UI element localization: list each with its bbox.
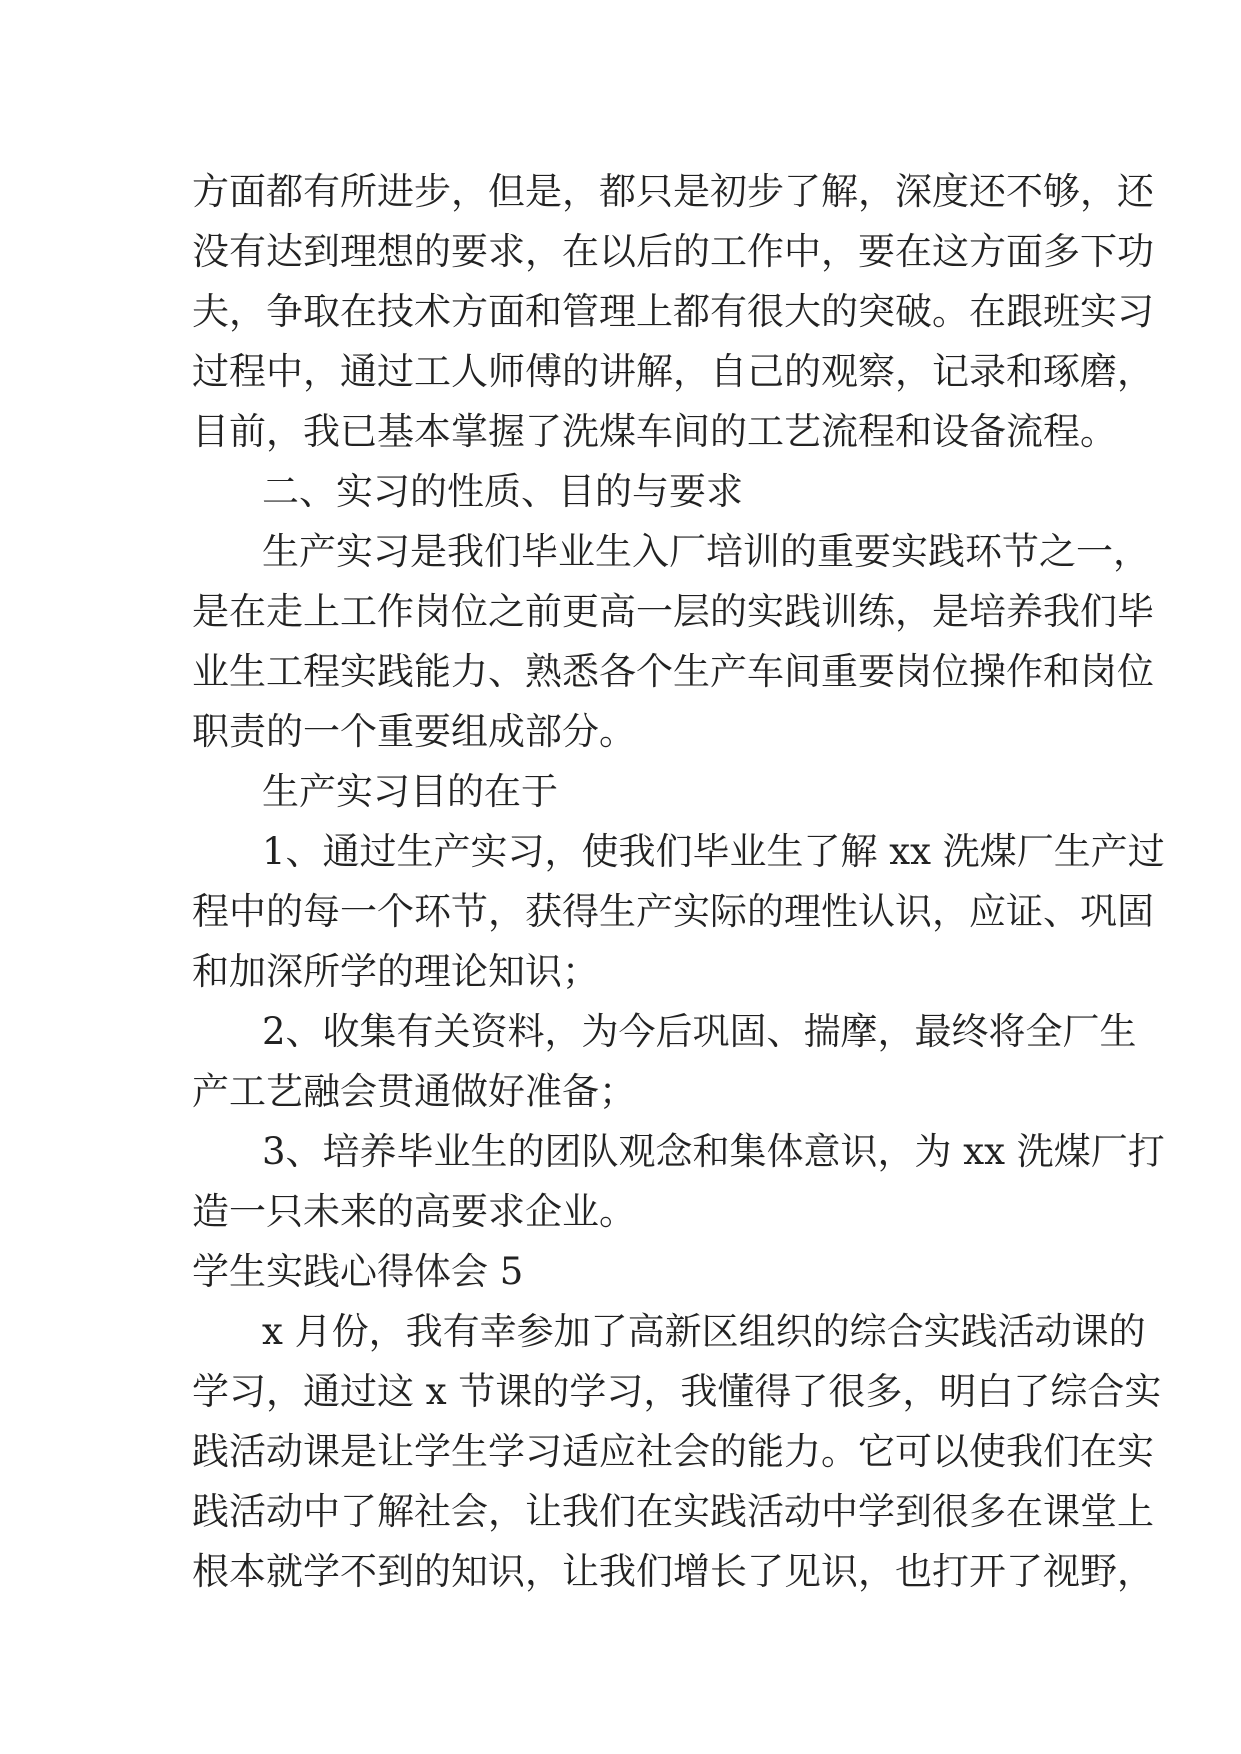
paragraph-line: 夫，争取在技术方面和管理上都有很大的突破。在跟班实习: [192, 290, 1154, 333]
list-item: 2、收集有关资料，为今后巩固、揣摩，最终将全厂生: [262, 1010, 1137, 1053]
paragraph-line: x 月份，我有幸参加了高新区组织的综合实践活动课的: [262, 1310, 1146, 1353]
paragraph-line: 是在走上工作岗位之前更高一层的实践训练，是培养我们毕: [192, 590, 1154, 633]
paragraph-line: 目前，我已基本掌握了洗煤车间的工艺流程和设备流程。: [192, 410, 1117, 453]
section-heading: 二、实习的性质、目的与要求: [262, 470, 743, 513]
paragraph-line: 方面都有所进步，但是，都只是初步了解，深度还不够，还: [192, 170, 1154, 213]
paragraph-line: 践活动课是让学生学习适应社会的能力。它可以使我们在实: [192, 1430, 1154, 1473]
paragraph-line: 学习，通过这 x 节课的学习，我懂得了很多，明白了综合实: [192, 1370, 1162, 1413]
list-item-continuation: 产工艺融会贯通做好准备；: [192, 1070, 636, 1113]
list-item-continuation: 造一只未来的高要求企业。: [192, 1190, 636, 1233]
paragraph-line: 过程中，通过工人师傅的讲解，自己的观察，记录和琢磨，: [192, 350, 1154, 393]
list-item-continuation: 和加深所学的理论知识；: [192, 950, 599, 993]
paragraph-line: 职责的一个重要组成部分。: [192, 710, 636, 753]
list-item-continuation: 程中的每一个环节，获得生产实际的理性认识，应证、巩固: [192, 890, 1154, 933]
list-item: 3、培养毕业生的团队观念和集体意识，为 xx 洗煤厂打: [262, 1130, 1165, 1173]
list-item: 1、通过生产实习，使我们毕业生了解 xx 洗煤厂生产过: [262, 830, 1165, 873]
paragraph-line: 生产实习是我们毕业生入厂培训的重要实践环节之一，: [262, 530, 1150, 573]
paragraph-line: 根本就学不到的知识，让我们增长了见识，也打开了视野，: [192, 1550, 1154, 1593]
section-title: 学生实践心得体会 5: [192, 1250, 524, 1293]
paragraph-line: 没有达到理想的要求，在以后的工作中，要在这方面多下功: [192, 230, 1154, 273]
paragraph-line: 业生工程实践能力、熟悉各个生产车间重要岗位操作和岗位: [192, 650, 1154, 693]
subheading: 生产实习目的在于: [262, 770, 558, 813]
paragraph-line: 践活动中了解社会，让我们在实践活动中学到很多在课堂上: [192, 1490, 1154, 1533]
